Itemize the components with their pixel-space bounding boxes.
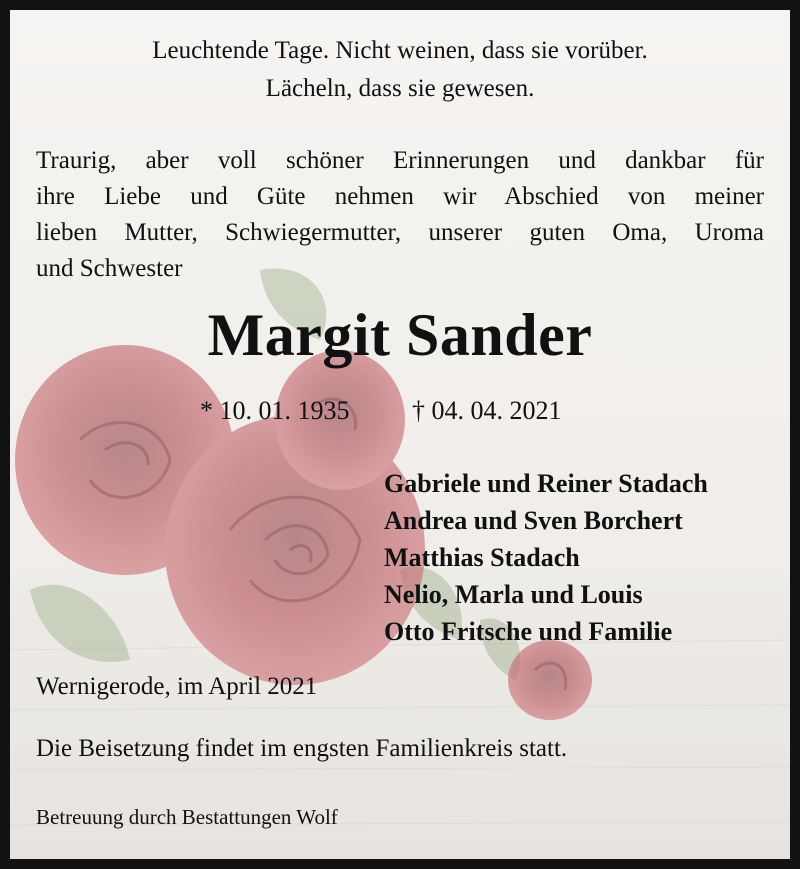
mourner-entry: Nelio, Marla und Louis <box>384 580 643 609</box>
mourner-entry: Andrea und Sven Borchert <box>384 506 683 535</box>
death-date: † 04. 04. 2021 <box>412 396 562 425</box>
motto-line: Lächeln, dass sie gewesen. <box>265 75 535 102</box>
intro-line: ihre Liebe und Güte nehmen wir Abschied von meiner <box>36 183 764 210</box>
birth-date: * 10. 01. 1935 <box>200 396 350 425</box>
intro-line: und Schwester <box>36 255 183 282</box>
mourner-entry: Matthias Stadach <box>384 543 580 572</box>
funeral-service: Betreuung durch Bestattungen Wolf <box>36 805 338 829</box>
intro-line: Traurig, aber voll schöner Erinnerungen und dankbar für <box>36 147 764 174</box>
burial-note: Die Beisetzung findet im engsten Familienkreis statt. <box>36 735 568 762</box>
place-date: Wernigerode, im April 2021 <box>36 673 318 700</box>
mourner-entry: Otto Fritsche und Familie <box>384 617 673 646</box>
intro-line: lieben Mutter, Schwiegermutter, unserer guten Oma, Uroma <box>36 219 764 246</box>
motto-line: Leuchtende Tage. Nicht weinen, dass sie vorüber. <box>152 37 648 64</box>
intro-text <box>36 143 764 287</box>
mourner-entry: Gabriele und Reiner Stadach <box>384 469 708 498</box>
motto <box>10 32 790 108</box>
deceased-name: Margit Sander <box>207 302 593 368</box>
mourners-list <box>384 465 708 650</box>
